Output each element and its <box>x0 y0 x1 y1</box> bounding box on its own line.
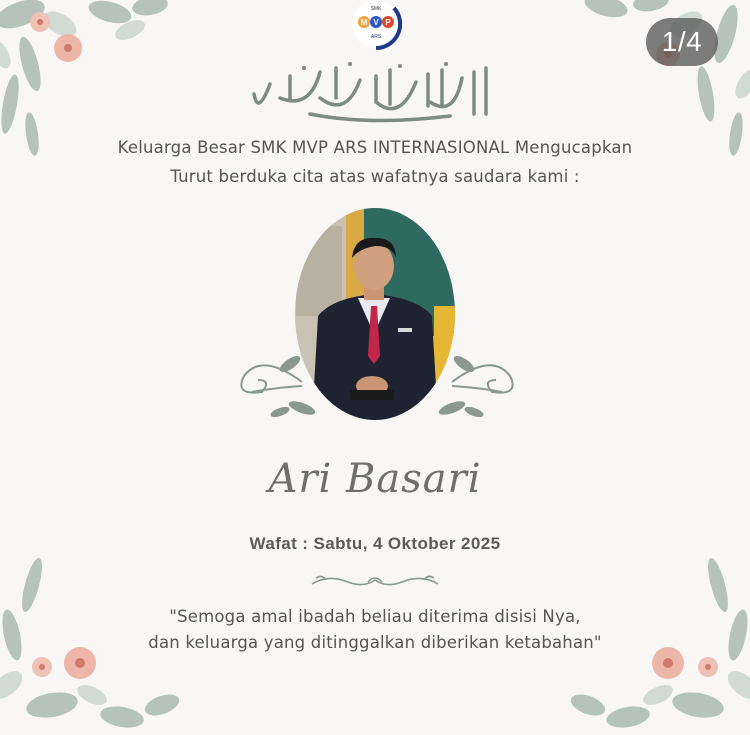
svg-text:ARS: ARS <box>370 34 382 40</box>
prayer-line-1: "Semoga amal ibadah beliau diterima disisi Nya, <box>169 607 581 626</box>
divider-flourish <box>308 570 442 592</box>
prayer-line-2: dan keluarga yang ditinggalkan diberikan ketabahan" <box>148 633 602 652</box>
deceased-name: Ari Basari <box>268 456 482 502</box>
arabic-calligraphy <box>250 58 502 128</box>
slide-counter-badge: 1/4 <box>646 18 718 66</box>
portrait-photo <box>292 206 458 422</box>
svg-text:M: M <box>360 18 368 27</box>
svg-text:P: P <box>385 18 391 27</box>
death-date: Wafat : Sabtu, 4 Oktober 2025 <box>249 534 501 553</box>
intro-line-1: Keluarga Besar SMK MVP ARS INTERNASIONAL Mengucapkan <box>117 138 633 157</box>
svg-text:V: V <box>373 18 379 27</box>
intro-line-2: Turut berduka cita atas wafatnya saudara kami : <box>170 167 580 186</box>
school-logo <box>347 0 405 52</box>
svg-text:SMK: SMK <box>370 6 382 12</box>
